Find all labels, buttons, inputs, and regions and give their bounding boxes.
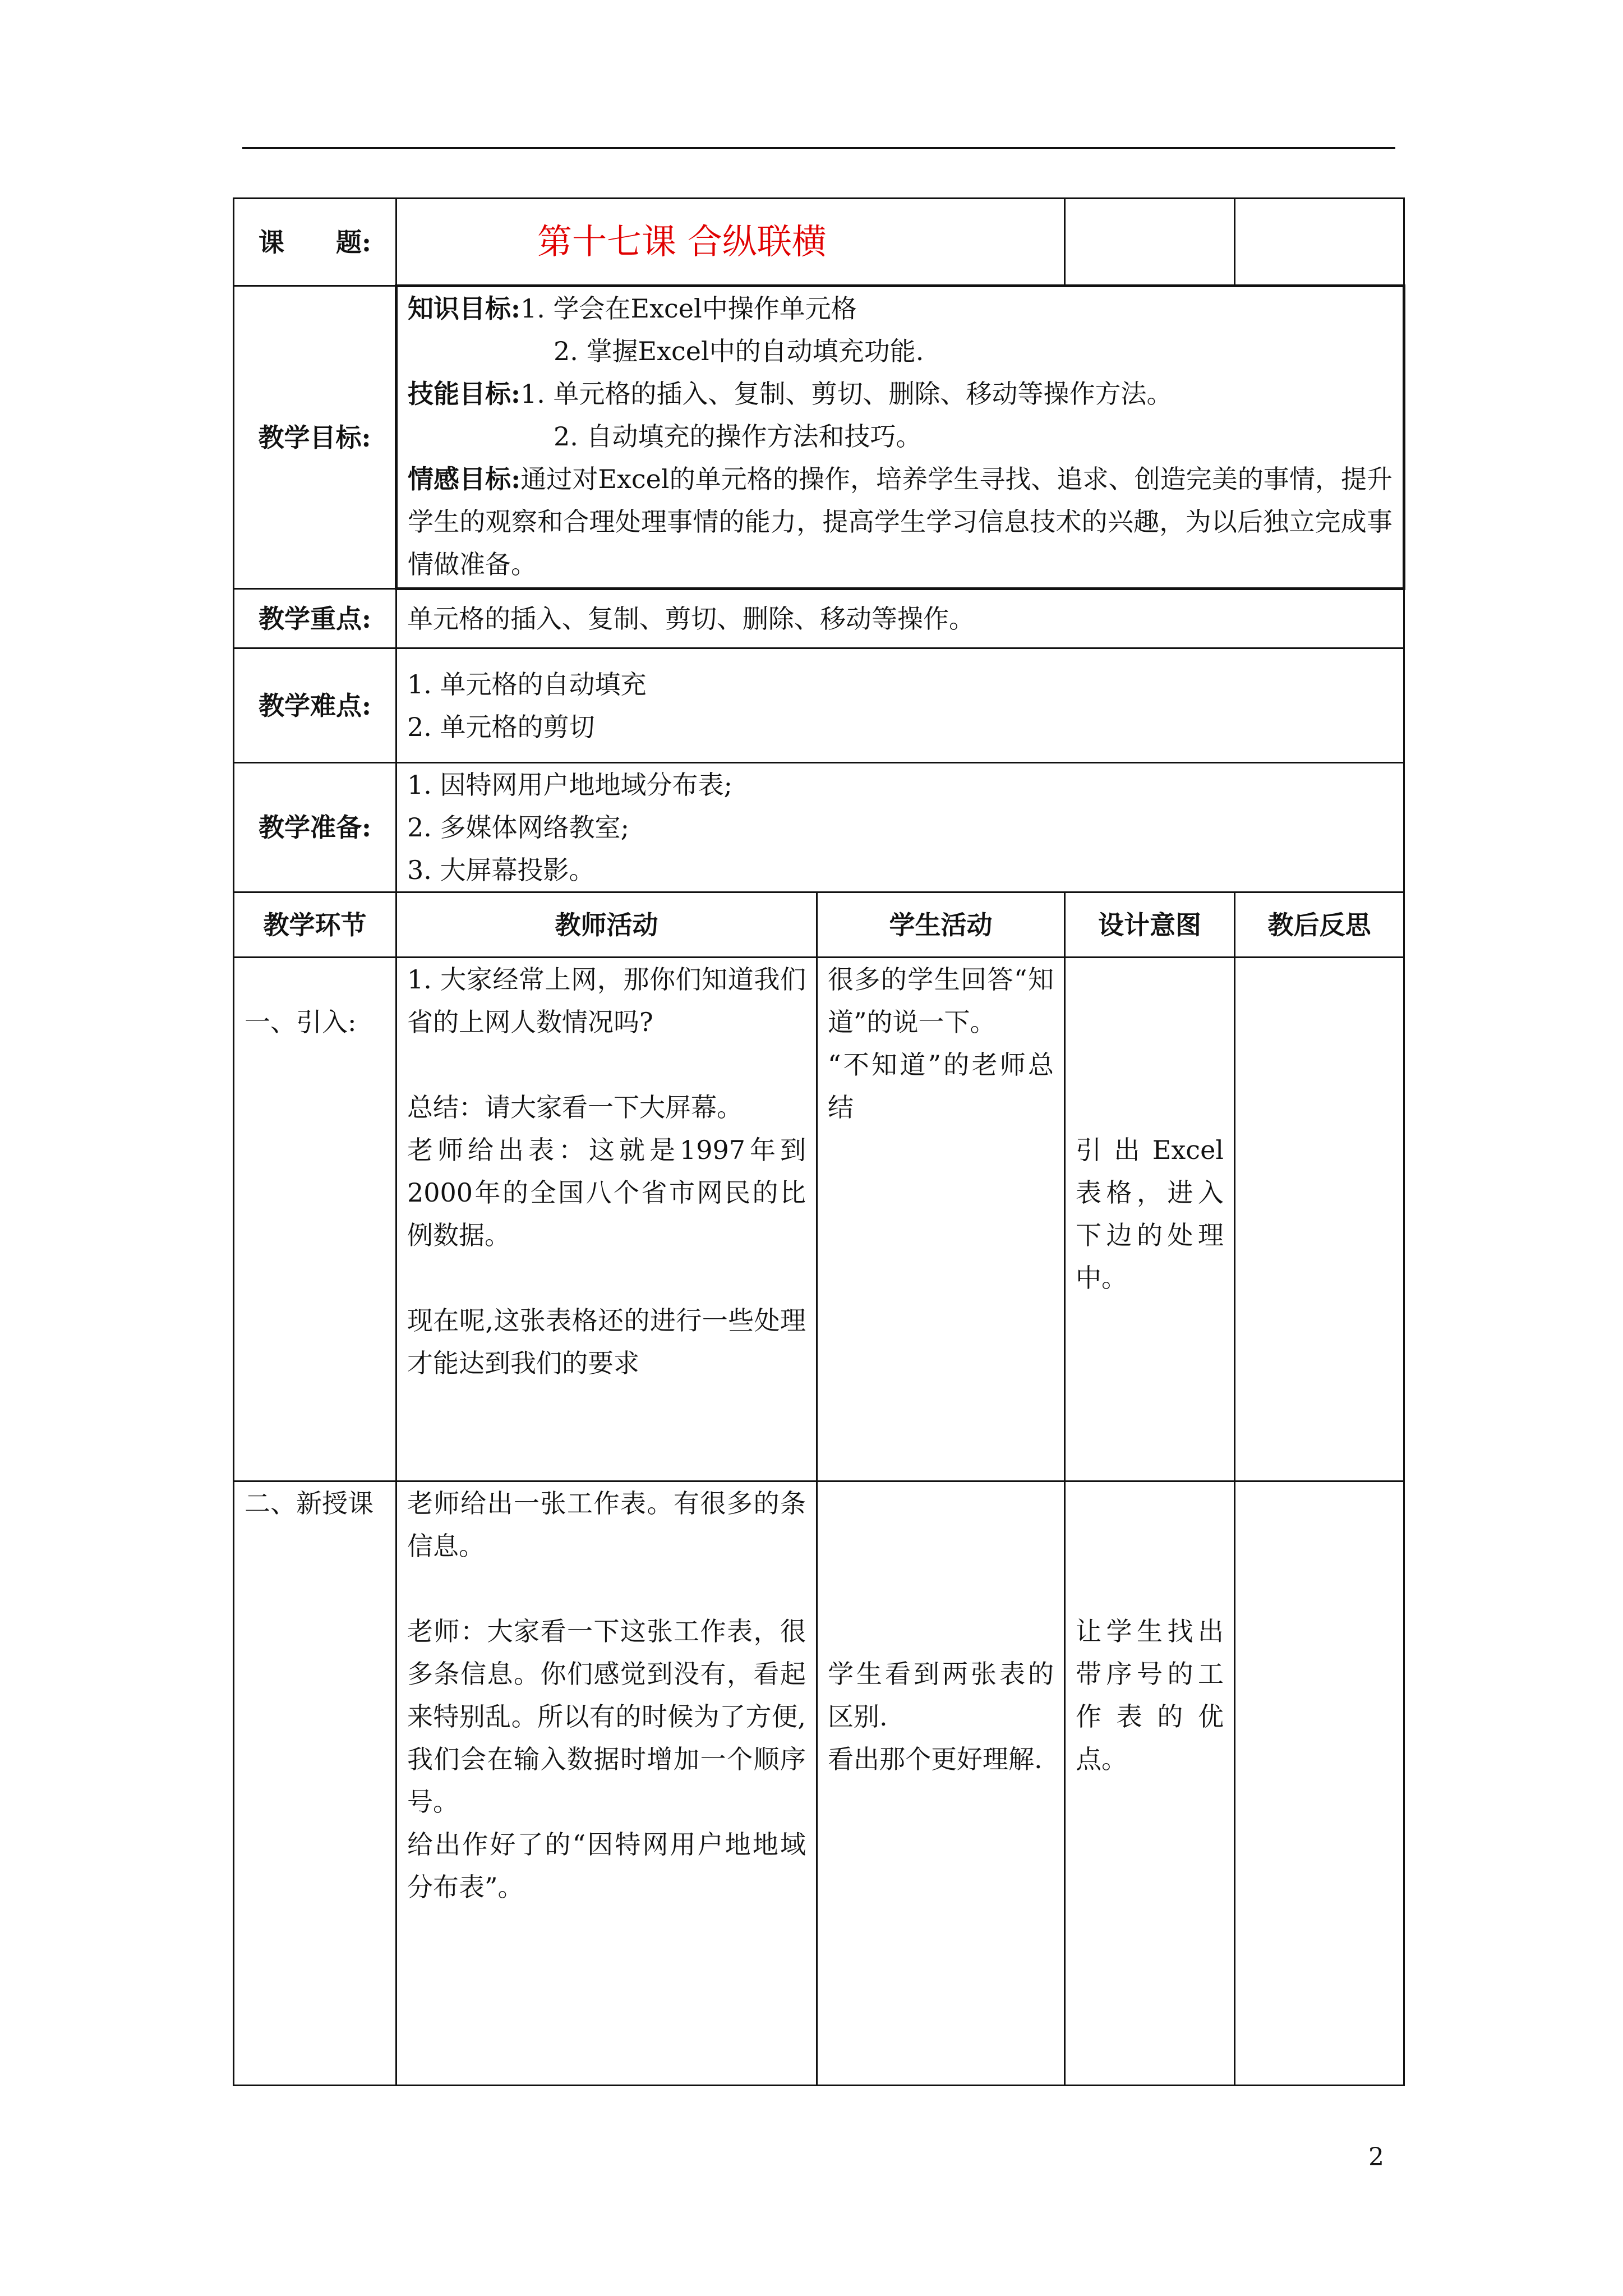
emotion-text: 通过对Excel的单元格的操作，培养学生寻找、追求、创造完美的事情，提升学生的观察和合理处理事情的能力，提高学生学习信息技术的兴趣，为以后独立完成事情做准备。 — [408, 464, 1393, 579]
col-header-intent: 设计意图 — [1065, 892, 1235, 958]
key-points-row — [234, 589, 1404, 648]
difficulties-label: 教学难点: — [234, 648, 396, 763]
preparation-item-1: 1. 因特网用户地地域分布表; — [407, 770, 733, 800]
skill-label: 技能目标: — [408, 379, 520, 409]
lesson-plan-table — [233, 197, 1405, 2086]
difficulties-row — [234, 648, 1404, 763]
col-header-stage: 教学环节 — [234, 892, 396, 958]
intro-stage: 一、引入: — [234, 958, 396, 1481]
skill-item-1: 1. 单元格的插入、复制、剪切、删除、移动等操作方法。 — [520, 379, 1173, 409]
topic-label: 课 题: — [234, 199, 396, 286]
new-lesson-teacher-activity — [396, 1481, 817, 2086]
col-header-teacher: 教师活动 — [396, 892, 817, 958]
new-lesson-teacher-3: 给出作好了的“因特网用户地地域分布表”。 — [407, 1829, 806, 1902]
topic-blank-cell-1 — [1065, 199, 1235, 286]
intro-student-activity — [817, 958, 1065, 1481]
preparation-row — [234, 763, 1404, 892]
new-lesson-student-2: 看出那个更好理解. — [828, 1744, 1043, 1774]
header-rule — [242, 147, 1395, 149]
preparation-content — [396, 763, 1404, 892]
objectives-row — [234, 286, 1404, 589]
knowledge-item-1: 1. 学会在Excel中操作单元格 — [520, 293, 857, 324]
skill-item-2: 2. 自动填充的操作方法和技巧。 — [554, 421, 922, 452]
intro-teacher-activity — [396, 958, 817, 1481]
objectives-label: 教学目标: — [234, 286, 396, 589]
emotion-label: 情感目标: — [408, 464, 521, 494]
new-lesson-student-1: 学生看到两张表的区别. — [828, 1659, 1054, 1732]
lesson-title: 第十七课 合纵联横 — [396, 199, 1065, 286]
new-lesson-row — [234, 1481, 1404, 2086]
col-header-reflection: 教后反思 — [1235, 892, 1404, 958]
page-number: 2 — [1368, 2143, 1384, 2171]
preparation-item-2: 2. 多媒体网络教室; — [407, 812, 630, 843]
intro-student-1: 很多的学生回答“知道”的说一下。 — [828, 964, 1054, 1037]
difficulty-item-2: 2. 单元格的剪切 — [407, 711, 595, 742]
key-points-text: 单元格的插入、复制、剪切、删除、移动等操作。 — [396, 589, 1404, 648]
key-points-label: 教学重点: — [234, 589, 396, 648]
new-lesson-reflection — [1235, 1481, 1404, 2086]
intro-student-2: “不知道”的老师总结 — [828, 1050, 1054, 1122]
new-lesson-stage: 二、新授课 — [234, 1481, 396, 2086]
intro-teacher-1: 1. 大家经常上网，那你们知道我们省的上网人数情况吗? — [407, 964, 806, 1037]
knowledge-label: 知识目标: — [408, 293, 520, 324]
topic-row — [234, 199, 1404, 286]
objectives-content — [396, 286, 1404, 589]
intro-teacher-4: 现在呢,这张表格还的进行一些处理才能达到我们的要求 — [407, 1305, 806, 1378]
intro-teacher-2: 总结：请大家看一下大屏幕。 — [407, 1092, 743, 1122]
col-header-student: 学生活动 — [817, 892, 1065, 958]
intro-reflection — [1235, 958, 1404, 1481]
preparation-label: 教学准备: — [234, 763, 396, 892]
intro-design-intent: 引出Excel表格，进入下边的处理中。 — [1065, 958, 1235, 1481]
topic-blank-cell-2 — [1235, 199, 1404, 286]
difficulty-item-1: 1. 单元格的自动填充 — [407, 669, 647, 700]
intro-row — [234, 958, 1404, 1481]
difficulties-content — [396, 648, 1404, 763]
new-lesson-student-activity — [817, 1481, 1065, 2086]
column-header-row — [234, 892, 1404, 958]
knowledge-item-2: 2. 掌握Excel中的自动填充功能. — [554, 336, 924, 366]
new-lesson-teacher-2: 老师：大家看一下这张工作表，很多条信息。你们感觉到没有，看起来特别乱。所以有的时候为了方便,我们会在输入数据时增加一个顺序号。 — [407, 1616, 806, 1817]
intro-teacher-3: 老师给出表：这就是1997年到2000年的全国八个省市网民的比例数据。 — [407, 1135, 806, 1250]
new-lesson-design-intent: 让学生找出带序号的工作表的优点。 — [1065, 1481, 1235, 2086]
new-lesson-teacher-1: 老师给出一张工作表。有很多的条信息。 — [407, 1488, 806, 1561]
preparation-item-3: 3. 大屏幕投影。 — [407, 855, 595, 885]
